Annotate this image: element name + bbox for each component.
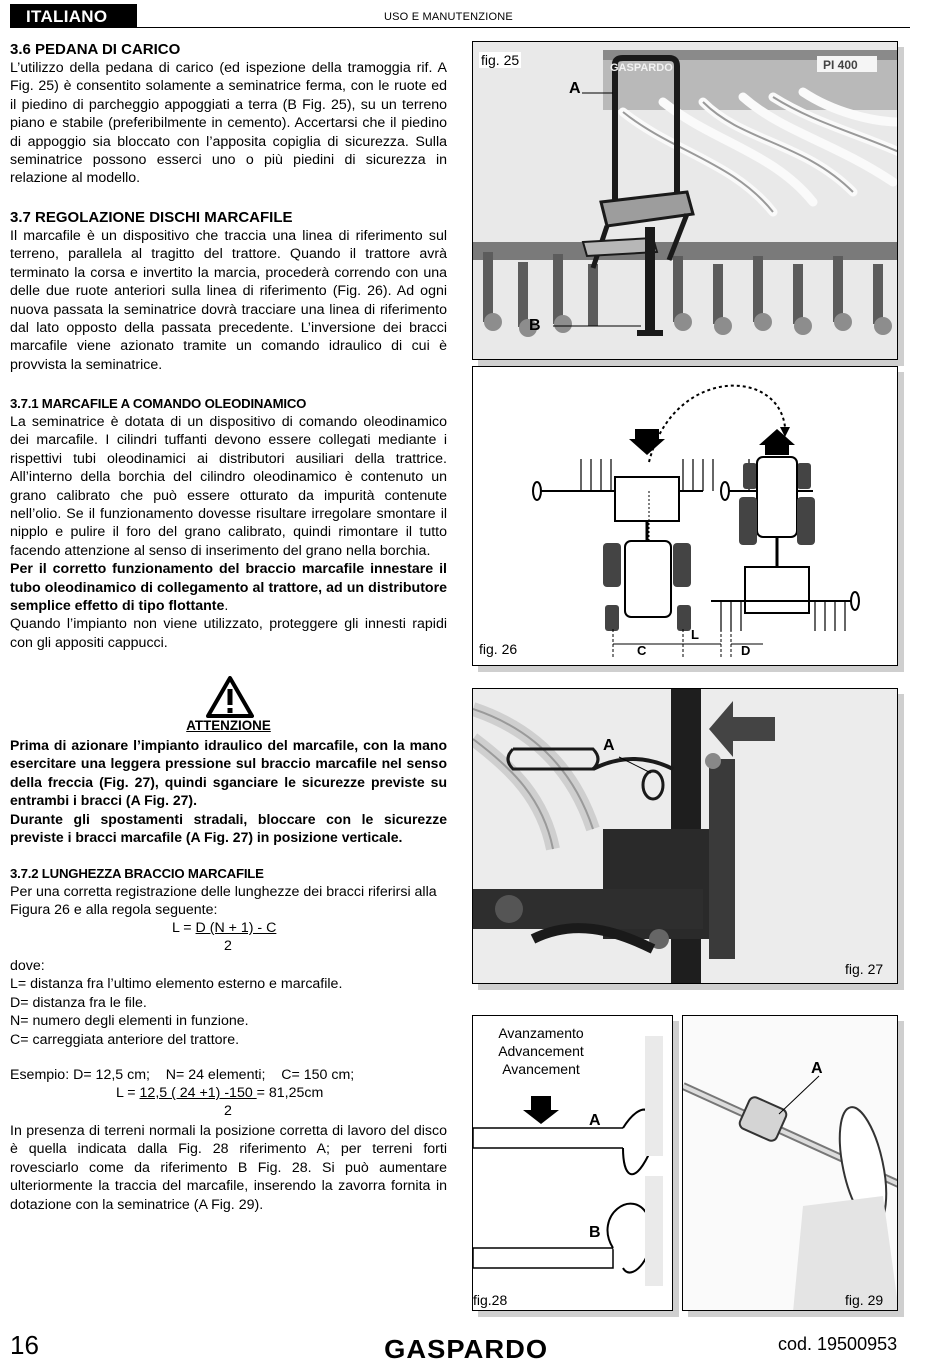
section-3-7-1-bold: Per il corretto funzionamento del braccio marcafile innestare il tubo oleodinamico di collegamento al trattore, ad un distributore semplice effetto di tipo flottante [10, 561, 447, 615]
figure-28 [472, 1015, 673, 1311]
section-3-7-1-after: Quando l’impianto non viene utilizzato, proteggere gli innesti rapidi con gli appositi cappucci. [10, 616, 447, 651]
fig25-callout-B: B [529, 317, 541, 334]
warning-body [10, 736, 447, 846]
fig26-C: C [637, 643, 647, 658]
figure-25 [472, 41, 898, 360]
section-3-7-2 [10, 865, 447, 920]
section-3-7-2-heading: 3.7.2 LUNGHEZZA BRACCIO MARCAFILE [10, 866, 264, 881]
figure-26-diagram [473, 367, 898, 666]
def-C: C= carreggiata anteriore del trattore. [10, 1031, 240, 1048]
language-tab: ITALIANO [10, 4, 137, 28]
where-label: dove: [10, 958, 45, 974]
fig28-callout-A: A [589, 1112, 601, 1129]
section-3-7-1 [10, 395, 447, 652]
formula-denominator: 2 [224, 938, 232, 954]
example-denominator: 2 [224, 1103, 232, 1119]
figure-26 [472, 366, 898, 666]
brand-logo: GASPARDO [384, 1334, 549, 1364]
section-3-6 [10, 41, 447, 188]
fig25-label: fig. 25 [481, 52, 520, 68]
formula [172, 920, 276, 936]
fig25-brand: GASPARDO [610, 62, 673, 74]
header-title: USO E MANUTENZIONE [384, 11, 513, 23]
formula-numerator: D (N + 1) - C [195, 920, 277, 936]
page-number: 16 [10, 1330, 39, 1360]
def-L: L= distanza fra l’ultimo elemento esterno e marcafile. [10, 976, 343, 993]
section-3-7-heading: 3.7 REGOLAZIONE DISCHI MARCAFILE [10, 209, 293, 226]
section-3-7 [10, 209, 447, 374]
closing-text: In presenza di terreni normali la posizione corretta di lavoro del disco è quella indicata dalla Fig. 28 riferimento A; per terreni forti rovesciarlo come da riferimento B Fig. 28. Si può aumentare ulteriormente la traccia del marcafile, inserendo la zavorra fornita in dotazione con la seminatrice (A Fig. 29). [10, 1123, 447, 1213]
section-3-7-1-body: La seminatrice è dotata di un dispositivo di comando oleodinamico dei marcafile. I cilindri tuffanti devono essere collegati mediante i rispettivi tubi oleodinamici ai distributori ausiliari della trattrice. All’interno della borchia del cilindro oleodinamico è contenuto un grano calibrato che può essere otturato da impurità contenute nell’olio. Se il funzionamento dovesse risultare irregolare smontare il nipplo e pulire il foro del grano calibrato, quindi rimontare il tutto facendo attenzione al senso di inserimento del grano nella borchia. [10, 414, 447, 559]
figure-29-diagram [683, 1016, 898, 1311]
def-D: D= distanza fra le file. [10, 994, 147, 1011]
fig28-dir-en: Advancement [498, 1043, 584, 1059]
fig29-callout-A: A [811, 1060, 823, 1077]
def-N: N= numero degli elementi in funzione. [10, 1013, 249, 1030]
figure-27 [472, 688, 898, 984]
closing-paragraph [10, 1122, 447, 1214]
example-lhs: L = [116, 1085, 140, 1101]
fig26-label: fig. 26 [479, 641, 518, 657]
section-3-6-heading: 3.6 PEDANA DI CARICO [10, 41, 181, 58]
fig26-D: D [741, 643, 751, 658]
warning-icon [206, 676, 254, 718]
fig25-model: PI 400 [823, 58, 858, 72]
warning-body-2: Durante gli spostamenti stradali, bloccare con le sicurezze previste i bracci marcafile (A Fig. 27) in posizione verticale. [10, 810, 447, 846]
formula-lhs: L = [172, 920, 196, 936]
fig27-label: fig. 27 [845, 961, 884, 977]
fig28-dir-fr: Avancement [502, 1061, 580, 1077]
definitions [10, 957, 447, 1049]
warning-body-1: Prima di azionare l’impianto idraulico del marcafile, con la mano esercitare una leggera pressione sul braccio marcafile nel senso della freccia (Fig. 27), quindi sganciare le sicurezze previste su entrambi i bracci (A Fig. 27). [10, 737, 447, 809]
fig28-callout-B: B [589, 1224, 601, 1241]
figure-27-photo [473, 689, 898, 984]
section-3-7-1-bold-end: . [224, 598, 229, 615]
fig28-label: fig.28 [473, 1292, 508, 1308]
fig27-callout-A: A [603, 737, 615, 754]
fig28-dir-it: Avanzamento [498, 1025, 584, 1041]
section-3-7-1-heading: 3.7.1 MARCAFILE A COMANDO OLEODINAMICO [10, 396, 307, 411]
document-code: cod. 19500953 [778, 1334, 898, 1354]
section-3-7-2-intro: Per una corretta registrazione delle lunghezze dei bracci riferirsi alla Figura 26 e alla regola seguente: [10, 884, 437, 919]
up-arrow-icon [759, 429, 795, 455]
fig25-callout-A: A [569, 80, 581, 97]
fig28-direction-labels [491, 1024, 591, 1078]
figure-25-photo [473, 42, 898, 360]
example-numerator: 12,5 ( 24 +1) -150 [139, 1085, 257, 1101]
section-3-7-body: Il marcafile è un dispositivo che traccia una linea di riferimento sul terreno, parallela al tragitto del trattore. Quando il trattore avrà terminato la corsa e invertito la marcia, procederà correndo con una delle due ruote anteriori sulla linea di riferimento (Fig. 26). Ad ogni nuova passata la seminatrice dovrà tracciare una linea di riferimento dal lato opposto della passata precedente. L’inversione dei bracci marcafile viene azionato tramite un comando idraulico di cui è provvista la seminatrice. [10, 228, 447, 373]
header-rule [137, 27, 910, 28]
example: Esempio: D= 12,5 cm; N= 24 elementi; C= 150 cm; [10, 1067, 355, 1083]
fig26-L: L [691, 627, 699, 642]
example-formula [116, 1085, 323, 1101]
warning-title: ATTENZIONE [186, 718, 271, 733]
advance-arrow-icon [523, 1096, 559, 1124]
figure-29 [682, 1015, 898, 1311]
section-3-6-body: L’utilizzo della pedana di carico (ed ispezione della tramoggia rif. A Fig. 25) è consentito solamente a seminatrice ferma, con le ruote ed il piedino di parcheggio appoggiati a terra (B Fig. 25), su un terreno piano e stabile (preferibilmente in cemento). Accertarsi che il piedino di appoggio sia bloccato con l’apposita copiglia di sicurezza. Sulla seminatrice possono esserci uno o più piedini di sicurezza in relazione al modello. [10, 60, 447, 187]
example-result: = 81,25cm [256, 1085, 324, 1101]
fig29-label: fig. 29 [845, 1292, 884, 1308]
